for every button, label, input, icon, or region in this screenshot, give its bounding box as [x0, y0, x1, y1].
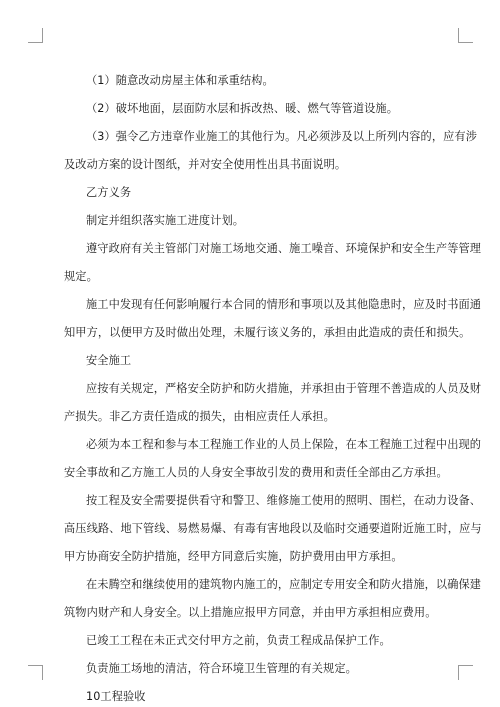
paragraph-line: 已竣工工程在未正式交付甲方之前，负责工程成品保护工作。: [86, 634, 391, 647]
paragraph-line: 在未腾空和继续使用的建筑物内施工的，应制定专用安全和防火措施，以确保建: [86, 578, 482, 591]
paragraph-line: 筑物内财产和人身安全。以上措施应报甲方同意，并由甲方承担相应费用。: [64, 606, 437, 619]
clause-item-2: （2）破坏地面，层面防水层和拆改热、暖、燃气等管道设施。: [86, 102, 398, 115]
paragraph-line: 知甲方，以便甲方及时做出处理，未履行该义务的，承担由此造成的责任和损失。: [64, 326, 471, 339]
paragraph-line: 高压线路、地下管线、易燃易爆、有毒有害地段以及临时交通要道附近施工时，应与: [64, 522, 482, 535]
paragraph-line: 遵守政府有关主管部门对施工场地交通、施工噪音、环境保护和安全生产等管理: [86, 242, 482, 255]
paragraph-line: 应按有关规定，严格安全防护和防火措施，并承担由于管理不善造成的人员及财: [86, 382, 482, 395]
crop-mark-top-left: [28, 28, 43, 43]
paragraph-line: 及改动方案的设计图纸，并对安全使用性出具书面说明。: [64, 158, 347, 171]
paragraph-line: 安全事故和乙方施工人员的人身安全事故引发的费用和责任全部由乙方承担。: [64, 466, 448, 479]
clause-item-1: （1）随意改动房屋主体和承重结构。: [86, 74, 274, 87]
crop-mark-bottom-left: [28, 665, 43, 680]
clause-item-3: （3）强令乙方违章作业施工的其他行为。凡必须涉及以上所列内容的，应有涉: [86, 130, 477, 143]
paragraph-line: 必须为本工程和参与本工程施工作业的人员上保险，在本工程施工过程中出现的: [86, 438, 482, 451]
paragraph-line: 规定。: [64, 270, 98, 283]
section-heading-party-b-obligations: 乙方义务: [86, 186, 132, 199]
crop-mark-top-right: [458, 28, 473, 43]
paragraph-line: 制定并组织落实施工进度计划。: [86, 214, 245, 227]
paragraph-line: 甲方协商安全防护措施，经甲方同意后实施，防护费用由甲方承担。: [64, 550, 403, 563]
paragraph-line: 产损失。非乙方责任造成的损失，由相应责任人承担。: [64, 410, 335, 423]
section-heading-project-acceptance: 10工程验收: [86, 690, 146, 703]
section-heading-safe-construction: 安全施工: [86, 354, 132, 367]
paragraph-line: 按工程及安全需要提供看守和警卫、维修施工使用的照明、围栏，在动力设备、: [86, 494, 482, 507]
paragraph-line: 负责施工场地的清洁，符合环境卫生管理的有关规定。: [86, 662, 357, 675]
crop-mark-bottom-right: [458, 665, 473, 680]
paragraph-line: 施工中发现有任何影响履行本合同的情形和事项以及其他隐患时，应及时书面通: [86, 298, 482, 311]
